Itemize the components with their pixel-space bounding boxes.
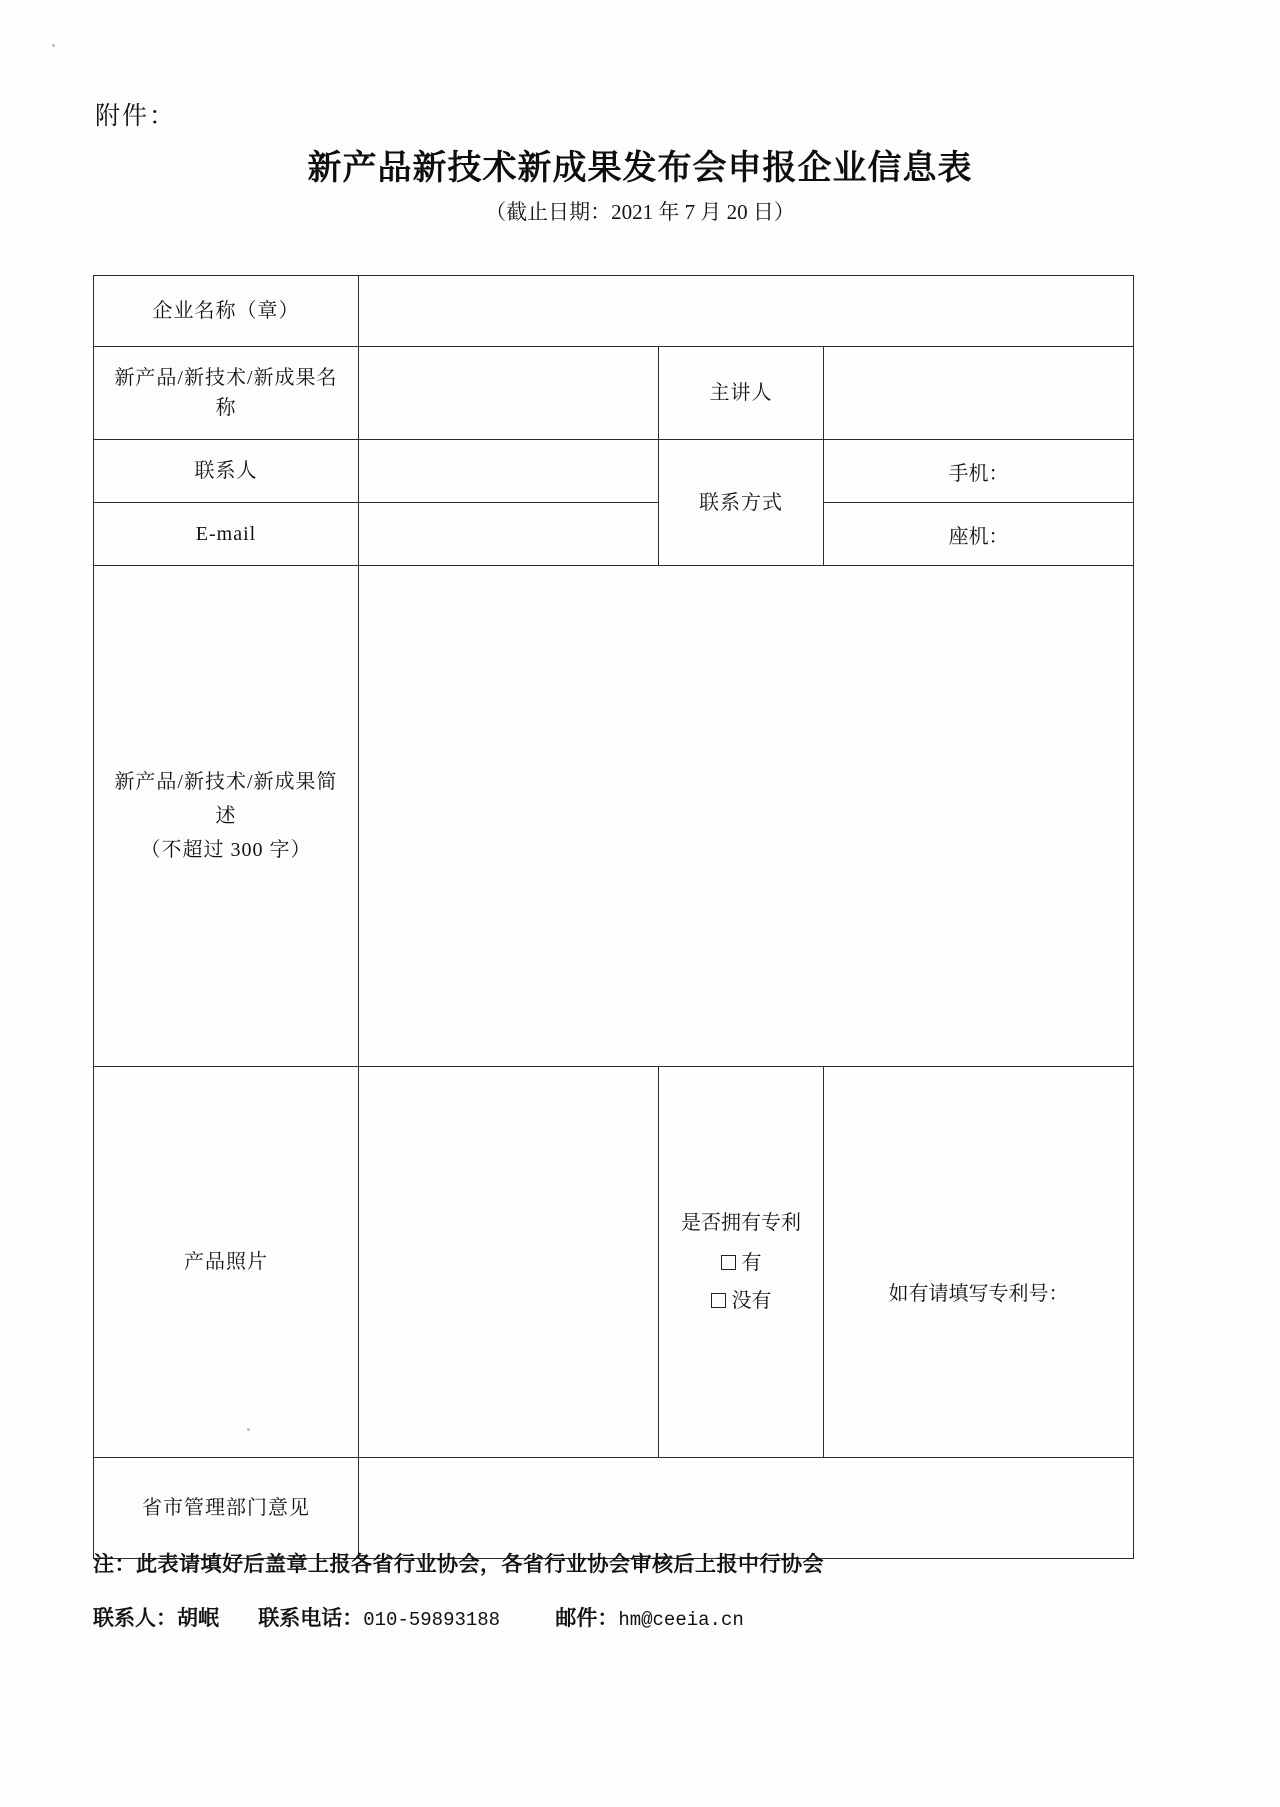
table-row-photo-patent	[94, 1067, 1134, 1458]
contact-way-label: 联系方式	[659, 440, 824, 566]
table-row-email	[94, 503, 1134, 566]
footer-note: 注：此表请填好后盖章上报各省行业协会，各省行业协会审核后上报中行协会	[93, 1552, 824, 1576]
patent-number-label: 如有请填写专利号：	[888, 1282, 1069, 1305]
application-form-table	[93, 275, 1134, 1559]
table-row-contact-person	[94, 440, 1134, 503]
description-value[interactable]	[359, 566, 1134, 1067]
company-name-value[interactable]	[359, 276, 1134, 347]
scan-speck	[52, 44, 55, 47]
mobile-label: 手机：	[948, 462, 1009, 485]
speaker-label: 主讲人	[659, 347, 824, 440]
footer-mail-value[interactable]: hm@ceeia.cn	[618, 1609, 744, 1631]
contact-person-label: 联系人	[94, 440, 359, 503]
email-label: E-mail	[94, 503, 359, 566]
patent-number-cell[interactable]	[824, 1067, 1134, 1458]
description-label-line2: （不超过 300 字）	[140, 839, 312, 861]
product-name-label: 新产品/新技术/新成果名称	[94, 347, 359, 440]
table-row-description	[94, 566, 1134, 1067]
footer-contact-person: 联系人：胡岷	[93, 1606, 219, 1630]
table-row-product-name	[94, 347, 1134, 440]
footer-phone-label: 联系电话：	[258, 1606, 364, 1630]
page-subtitle: （截止日期：2021 年 7 月 20 日）	[485, 200, 795, 224]
photo-label: 产品照片	[94, 1067, 359, 1458]
description-label	[94, 566, 359, 1067]
patent-question-label: 是否拥有专利	[681, 1212, 801, 1234]
footer-mail-label: 邮件：	[555, 1606, 619, 1630]
opinion-value[interactable]	[359, 1458, 1134, 1559]
footer-contact-line	[93, 1602, 744, 1632]
footer-phone-value: 010-59893188	[363, 1609, 501, 1631]
patent-option-no[interactable]: 没有	[659, 1282, 823, 1320]
attachment-label: 附件：	[95, 103, 177, 130]
table-row-opinion	[94, 1458, 1134, 1559]
photo-value[interactable]	[359, 1067, 659, 1458]
company-name-label: 企业名称（章）	[94, 276, 359, 347]
patent-question-cell	[659, 1067, 824, 1458]
contact-person-value[interactable]	[359, 440, 659, 503]
mobile-field[interactable]	[824, 440, 1134, 503]
landline-field[interactable]	[824, 503, 1134, 566]
email-value[interactable]	[359, 503, 659, 566]
speaker-value[interactable]	[824, 347, 1134, 440]
patent-option-yes[interactable]: 有	[659, 1244, 823, 1282]
opinion-label: 省市管理部门意见	[94, 1458, 359, 1559]
checkbox-icon[interactable]	[721, 1255, 736, 1270]
product-name-value[interactable]	[359, 347, 659, 440]
checkbox-icon[interactable]	[711, 1293, 726, 1308]
description-label-line1: 新产品/新技术/新成果简述	[114, 771, 338, 827]
page-title: 新产品新技术新成果发布会申报企业信息表	[307, 150, 973, 187]
table-row-company-name	[94, 276, 1134, 347]
landline-label: 座机：	[948, 525, 1009, 548]
